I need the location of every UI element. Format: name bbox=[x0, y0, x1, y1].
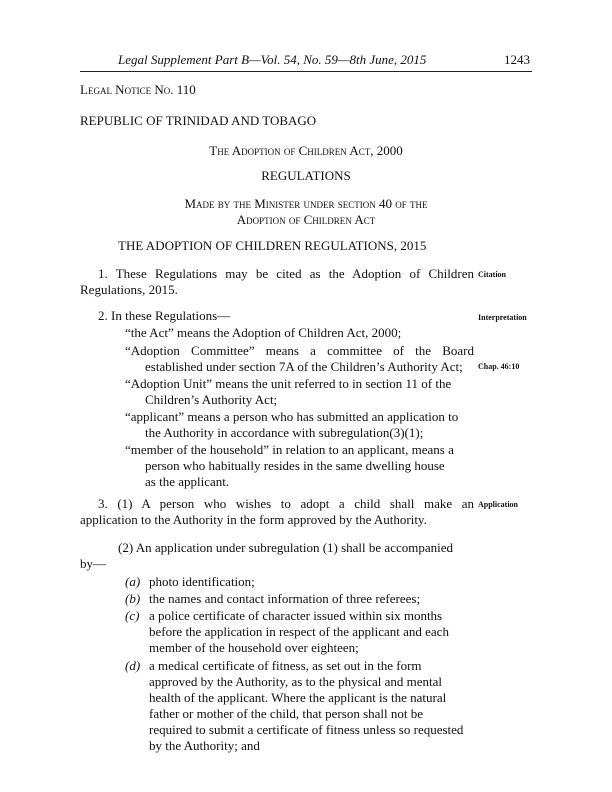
definition-act: “the Act” means the Adoption of Children Act, 2000; bbox=[125, 325, 402, 340]
definition-committee-1: “Adoption Committee” means a committee of the Board bbox=[125, 343, 474, 358]
margin-note-application: Application bbox=[478, 500, 519, 509]
list-item-c-line-3: member of the household over eighteen; bbox=[149, 640, 359, 655]
list-item-b bbox=[125, 591, 420, 607]
page-number: 1243 bbox=[504, 52, 530, 67]
running-header bbox=[118, 52, 530, 68]
margin-note-interpretation: Interpretation bbox=[478, 313, 527, 322]
list-item-a bbox=[125, 574, 255, 590]
definition-applicant-2: the Authority in accordance with subregulation(3)(1); bbox=[145, 425, 424, 440]
definition-household-2: person who habitually resides in the same dwelling house bbox=[145, 458, 445, 473]
list-item-c bbox=[125, 608, 442, 624]
list-item-d-line-4: father or mother of the child, that person shall not be bbox=[149, 706, 424, 721]
list-item-text: a police certificate of character issued within six months bbox=[149, 608, 443, 623]
republic-heading: REPUBLIC OF TRINIDAD AND TOBAGO bbox=[80, 113, 317, 128]
regulations-heading: REGULATIONS bbox=[261, 168, 351, 183]
definition-unit-1: “Adoption Unit” means the unit referred to in section 11 of the bbox=[125, 376, 452, 391]
definition-household-3: as the applicant. bbox=[145, 474, 230, 489]
list-item-d-line-3: health of the applicant. Where the applicant is the natural bbox=[149, 690, 447, 705]
list-item-text: the names and contact information of three referees; bbox=[149, 591, 421, 606]
definition-household-1: “member of the household” in relation to an applicant, means a bbox=[125, 442, 454, 457]
list-item-c-line-2: before the application in respect of the applicant and each bbox=[149, 624, 449, 639]
reg1-line-1: 1. These Regulations may be cited as the Adoption of Children bbox=[98, 266, 474, 281]
reg3-sub2-line-2: by— bbox=[80, 556, 106, 571]
reg3-line-1: 3. (1) A person who wishes to adopt a child shall make an bbox=[98, 496, 474, 511]
list-item-d-line-6: by the Authority; and bbox=[149, 738, 260, 753]
made-by-line-1: Made by the Minister under section 40 of the bbox=[184, 196, 428, 211]
definition-committee-2: established under section 7A of the Children’s Authority Act; bbox=[145, 359, 463, 374]
reg1-line-2: Regulations, 2015. bbox=[80, 282, 178, 297]
list-item-d-line-2: approved by the Authority, as to the physical and mental bbox=[149, 674, 443, 689]
header-rule bbox=[80, 71, 532, 72]
regulations-title: THE ADOPTION OF CHILDREN REGULATIONS, 2015 bbox=[118, 238, 427, 253]
act-title: The Adoption of Children Act, 2000 bbox=[209, 143, 403, 158]
list-item-text: photo identification; bbox=[149, 574, 255, 589]
list-item-d-line-5: required to submit a certificate of fitness unless so requested bbox=[149, 722, 464, 737]
reg3-sub2-line-1: (2) An application under subregulation (1) shall be accompanied bbox=[118, 540, 454, 555]
list-item-label: (c) bbox=[125, 608, 140, 623]
list-item-label: (b) bbox=[125, 591, 141, 606]
margin-note-chapter: Chap. 46:10 bbox=[478, 362, 520, 371]
legal-notice-number: Legal Notice No. 110 bbox=[80, 82, 196, 97]
list-item-label: (d) bbox=[125, 658, 141, 673]
list-item-d bbox=[125, 658, 422, 674]
reg2-intro: 2. In these Regulations— bbox=[98, 308, 231, 323]
running-title: Legal Supplement Part B—Vol. 54, No. 59—8th June, 2015 bbox=[118, 52, 427, 67]
reg3-line-2: application to the Authority in the form approved by the Authority. bbox=[80, 512, 427, 527]
definition-applicant-1: “applicant” means a person who has submitted an application to bbox=[125, 409, 459, 424]
margin-note-citation: Citation bbox=[478, 270, 506, 279]
made-by-line-2: Adoption of Children Act bbox=[236, 212, 376, 227]
definition-unit-2: Children’s Authority Act; bbox=[145, 392, 278, 407]
list-item-label: (a) bbox=[125, 574, 141, 589]
list-item-text: a medical certificate of fitness, as set out in the form bbox=[149, 658, 422, 673]
